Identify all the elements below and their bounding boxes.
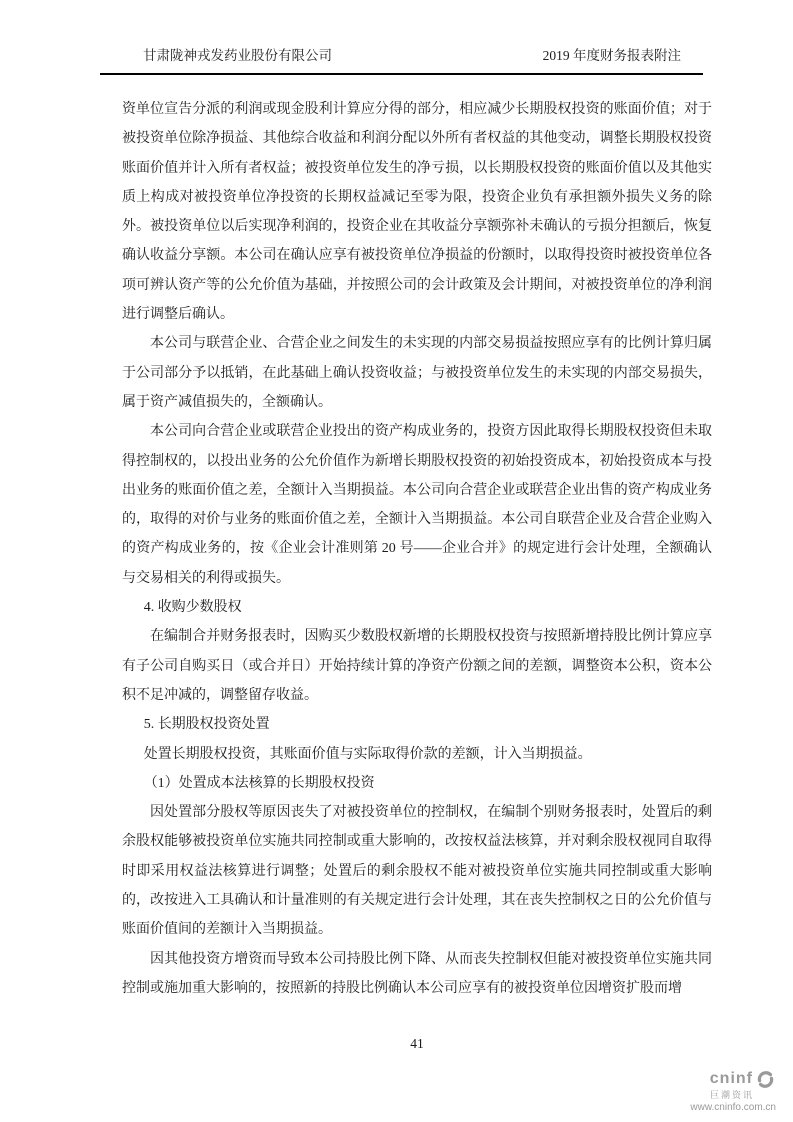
page-header bbox=[100, 44, 703, 75]
document-title: 2019 年度财务报表附注 bbox=[542, 48, 681, 63]
paragraph: 在编制合并财务报表时，因购买少数股权新增的长期股权投资与按照新增持股比例计算应享有子公司自购买日（或合并日）开始持续计算的净资产份额之间的差额，调整资本公积，资本公积不足冲减的，调整留存收益。 bbox=[122, 629, 712, 703]
cninfo-url: www.cninfo.com.cn bbox=[690, 1102, 776, 1114]
paragraph: 本公司与联营企业、合营企业之间发生的未实现的内部交易损益按照应享有的比例计算归属于公司部分予以抵销，在此基础上确认投资收益；与被投资单位发生的未实现的内部交易损失，属于资产减值损失的，全额确认。 bbox=[122, 336, 712, 410]
body-text bbox=[122, 95, 712, 1003]
paragraph: 处置长期股权投资，其账面价值与实际取得价款的差额，计入当期损益。 bbox=[143, 746, 592, 762]
cninfo-brand-text: cninf bbox=[709, 1070, 753, 1088]
page-number: 41 bbox=[410, 1036, 424, 1051]
paragraph: 资单位宣告分派的利润或现金股利计算应分得的部分，相应减少长期股权投资的账面价值；对于被投资单位除净损益、其他综合收益和利润分配以外所有者权益的其他变动，调整长期股权投资账面价值并计入所有者权益；被投资单位发生的净亏损，以长期股权投资的账面价值以及其他实质上构成对被投资单位净投资的长期权益减记至零为限，投资企业负有承担额外损失义务的除外。被投资单位以后实现净利润的，投资企业在其收益分享额弥补未确认的亏损分担额后，恢复确认收益分享额。本公司在确认应享有被投资单位净损益的份额时，以取得投资时被投资单位各项可辨认资产等的公允价值为基础，并按照公司的会计政策及会计期间，对被投资单位的净利润进行调整后确认。 bbox=[122, 102, 712, 323]
paragraph: 因其他投资方增资而导致本公司持股比例下降、从而丧失控制权但能对被投资单位实施共同控制或施加重大影响的，按照新的持股比例确认本公司应享有的被投资单位因增资扩股而增 bbox=[122, 951, 712, 996]
cninfo-chinese-name: 巨潮资讯 bbox=[709, 1090, 754, 1100]
cninfo-logo bbox=[666, 1070, 776, 1114]
paragraph: 本公司向合营企业或联营企业投出的资产构成业务的，投资方因此取得长期股权投资但未取得控制权的，以投出业务的公允价值作为新增长期股权投资的初始投资成本，初始投资成本与投出业务的账面价值之差，全额计入当期损益。本公司向合营企业或联营企业出售的资产构成业务的，取得的对价与业务的账面价值之差，全额计入当期损益。本公司自联营企业及合营企业购入的资产构成业务的，按《企业会计准则第 20 号——企业合并》的规定进行会计处理，全额确认与交易相关的利得或损失。 bbox=[122, 424, 712, 586]
section-heading: 5. 长期股权投资处置 bbox=[143, 717, 270, 733]
paragraph: 因处置部分股权等原因丧失了对被投资单位的控制权，在编制个别财务报表时，处置后的剩余股权能够被投资单位实施共同控制或重大影响的，改按权益法核算，并对剩余股权视同自取得时即采用权益法核算进行调整；处置后的剩余股权不能对被投资单位实施共同控制或重大影响的，改按进入工具确认和计量准则的有关规定进行会计处理，其在丧失控制权之日的公允价值与账面价值间的差额计入当期损益。 bbox=[122, 805, 712, 938]
section-heading: 4. 收购少数股权 bbox=[143, 600, 242, 616]
sub-section-heading: （1）处置成本法核算的长期股权投资 bbox=[143, 775, 375, 791]
company-name: 甘肃陇神戎发药业股份有限公司 bbox=[143, 48, 332, 63]
cninfo-swirl-icon bbox=[755, 1070, 776, 1089]
